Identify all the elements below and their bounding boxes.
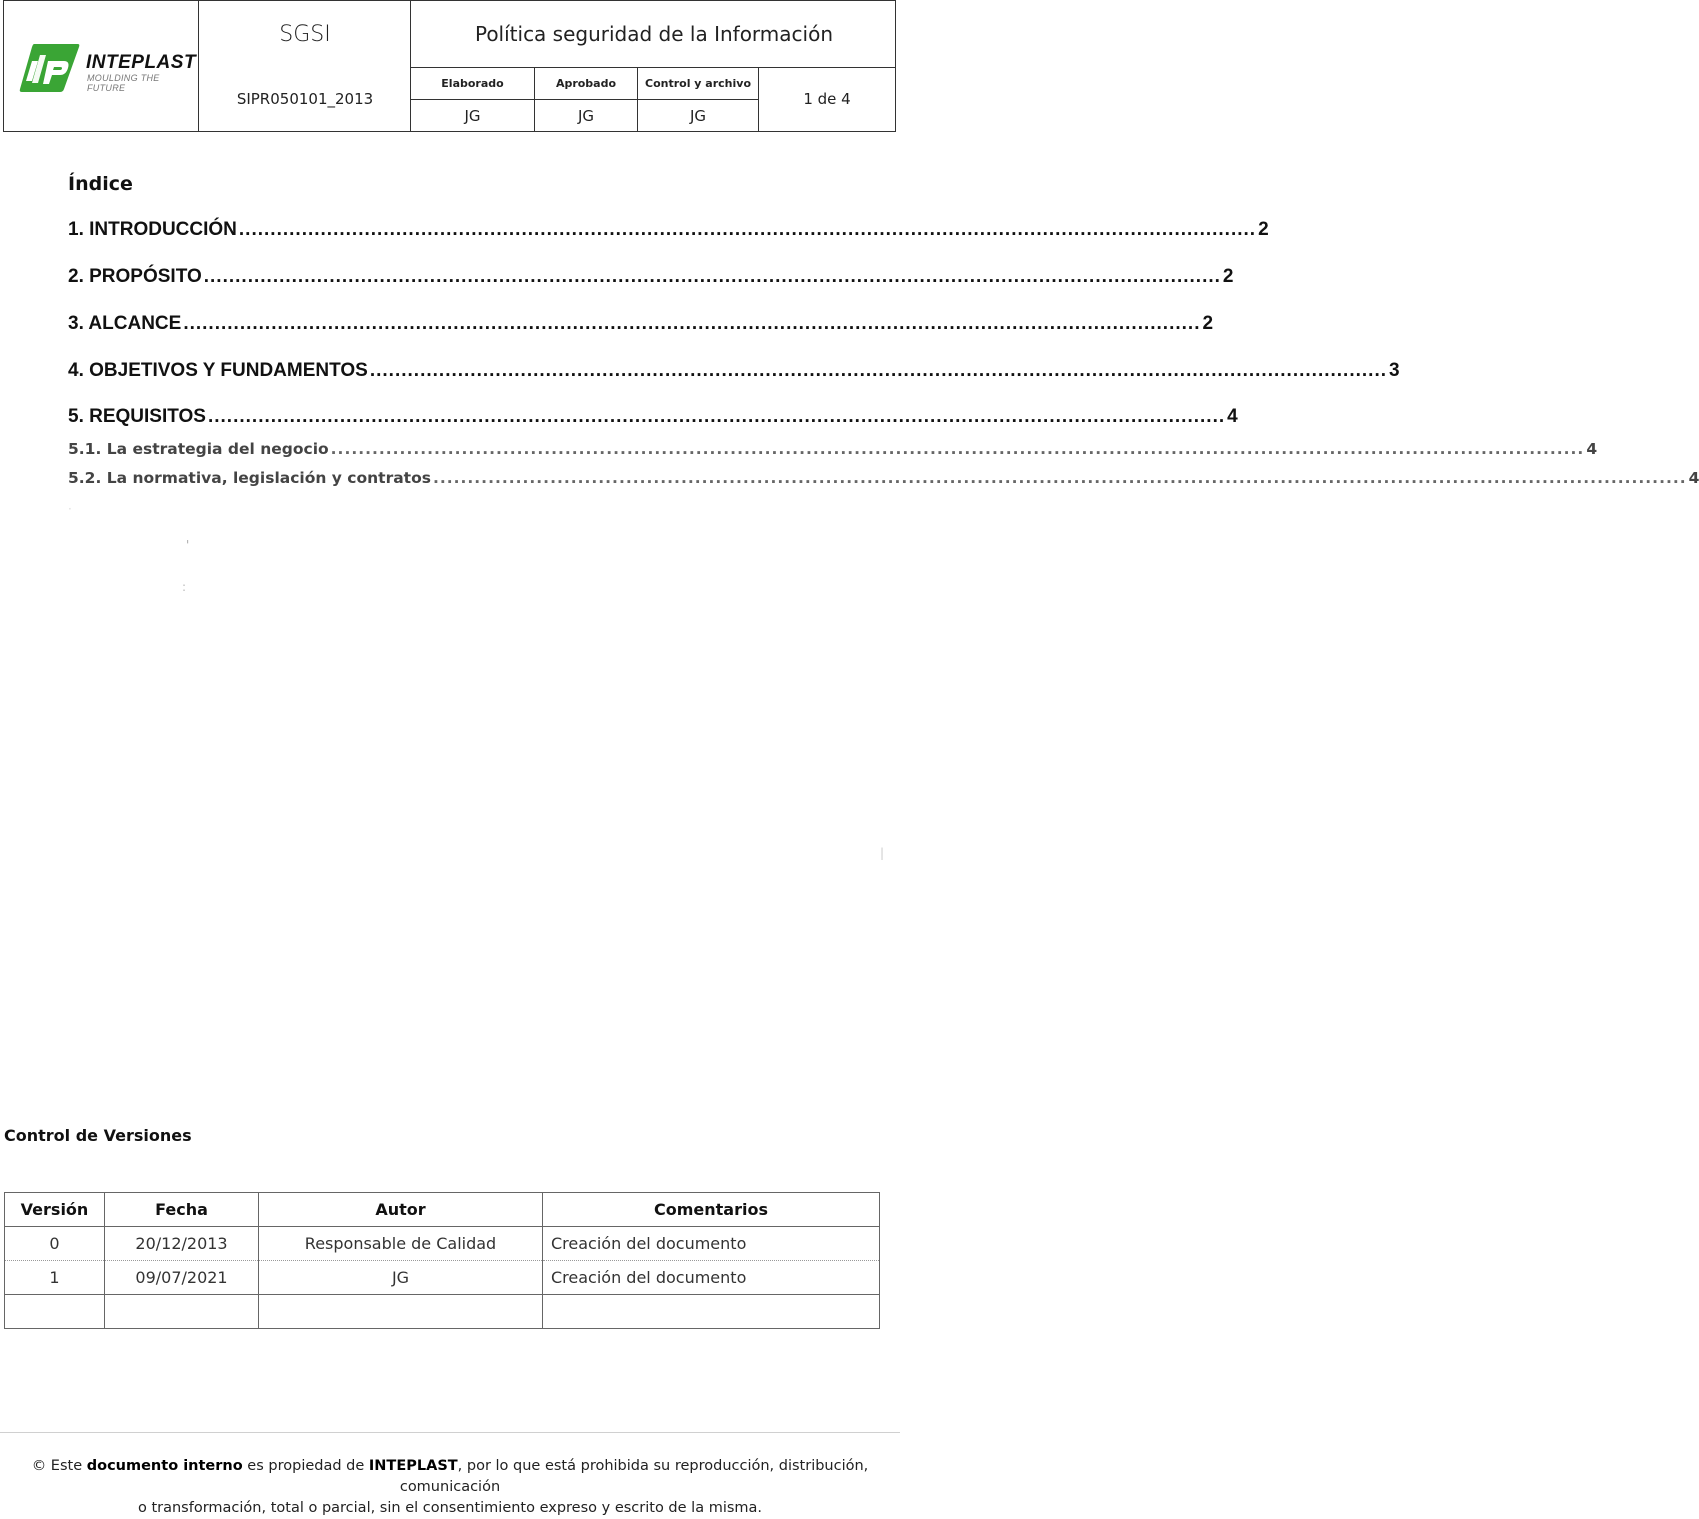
table-header-row <box>5 1193 880 1227</box>
version-cell: 1 <box>5 1261 105 1295</box>
toc-entry[interactable] <box>68 360 1400 382</box>
elaborado-value: JG <box>464 107 481 125</box>
control-archivo-value: JG <box>689 107 707 125</box>
col-autor: Autor <box>259 1193 543 1227</box>
toc-entry[interactable] <box>68 406 1238 428</box>
logo-tagline: MOULDING THE FUTURE <box>87 73 160 93</box>
toc-entry-title: 2. PROPÓSITO <box>68 266 202 287</box>
col-comentarios: Comentarios <box>543 1193 880 1227</box>
toc-subentry[interactable] <box>68 440 1598 458</box>
table-row <box>5 1227 880 1261</box>
scan-artifact: : <box>182 580 187 594</box>
version-table <box>4 1192 880 1329</box>
date-cell: 09/07/2021 <box>105 1261 259 1295</box>
document-code: SIPR050101_2013 <box>236 90 374 108</box>
version-cell <box>5 1295 105 1329</box>
toc-leader: ...................................................................................................................................................................................... <box>432 469 1687 487</box>
table-row <box>5 1261 880 1295</box>
footer-company-name: INTEPLAST <box>368 1458 458 1474</box>
toc-subentry[interactable] <box>68 469 1699 487</box>
comment-cell: Creación del documento <box>543 1227 880 1261</box>
footer-text: © Este <box>31 1458 87 1474</box>
toc-entry-page: 2 <box>1202 313 1214 334</box>
toc-entry[interactable] <box>68 266 1234 288</box>
toc-entry-page: 2 <box>1222 266 1234 287</box>
toc-entry-title: 3. ALCANCE <box>68 313 182 334</box>
footer-divider <box>0 1432 900 1433</box>
toc-leader: .................................................................................................................................................................. <box>369 360 1388 381</box>
toc-leader: .................................................................................................................................................................. <box>238 219 1257 240</box>
author-cell <box>259 1295 543 1329</box>
version-control-heading: Control de Versiones <box>4 1126 192 1145</box>
comment-cell <box>543 1295 880 1329</box>
document-title: Política seguridad de la Información <box>474 22 834 46</box>
toc-entry-page: 4 <box>1227 406 1238 427</box>
toc-entry-title: 5.1. La estrategia del negocio <box>68 440 329 458</box>
inteplast-logo-icon <box>18 41 80 95</box>
toc-entry-page: 4 <box>1688 469 1699 487</box>
col-elaborado: Elaborado <box>441 77 504 90</box>
system-label: SGSI <box>279 22 331 47</box>
toc-leader: .................................................................................................................................................................. <box>207 406 1226 427</box>
author-cell: JG <box>259 1261 543 1295</box>
toc-leader: .................................................................................................................................................................. <box>203 266 1221 287</box>
date-cell <box>105 1295 259 1329</box>
toc-leader: .................................................................................................................................................................. <box>183 313 1201 334</box>
logo-wordmark: INTEPLAST <box>86 52 197 73</box>
scan-artifact: ' <box>186 538 190 552</box>
toc-entry-page: 2 <box>1258 219 1269 240</box>
company-logo <box>4 1 199 131</box>
col-control-archivo: Control y archivo <box>645 77 751 90</box>
table-row <box>5 1295 880 1329</box>
footer-text: es propiedad de <box>242 1458 369 1474</box>
col-fecha: Fecha <box>105 1193 259 1227</box>
date-cell: 20/12/2013 <box>105 1227 259 1261</box>
col-aprobado: Aprobado <box>555 77 617 90</box>
footer-text: , por lo que está prohibida su reproducción, distribución, comunicación <box>399 1458 869 1495</box>
col-version: Versión <box>5 1193 105 1227</box>
document-header <box>3 0 896 132</box>
comment-cell: Creación del documento <box>543 1261 880 1295</box>
toc-entry-title: 1. INTRODUCCIÓN <box>68 219 237 240</box>
toc-entry[interactable] <box>68 313 1214 335</box>
toc-entry-title: 4. OBJETIVOS Y FUNDAMENTOS <box>68 360 368 381</box>
page-number: 1 de 4 <box>803 90 851 108</box>
scan-artifact: | <box>880 846 885 860</box>
confidentiality-footer <box>0 1456 900 1519</box>
index-heading: Índice <box>68 173 133 195</box>
toc-entry-title: 5. REQUISITOS <box>68 406 206 427</box>
footer-bold-text: documento interno <box>86 1458 243 1474</box>
toc-entry-page: 4 <box>1586 440 1598 458</box>
aprobado-value: JG <box>577 107 595 125</box>
footer-line-1 <box>0 1456 900 1498</box>
scan-artifact: · <box>68 502 72 516</box>
toc-entry[interactable] <box>68 219 1269 241</box>
toc-entry-page: 3 <box>1389 360 1400 381</box>
author-cell: Responsable de Calidad <box>259 1227 543 1261</box>
footer-line-2: o transformación, total o parcial, sin el consentimiento expreso y escrito de la misma. <box>137 1500 763 1516</box>
version-cell: 0 <box>5 1227 105 1261</box>
toc-entry-title: 5.2. La normativa, legislación y contratos <box>68 469 431 487</box>
toc-leader: ...................................................................................................................................................................................... <box>330 440 1585 458</box>
